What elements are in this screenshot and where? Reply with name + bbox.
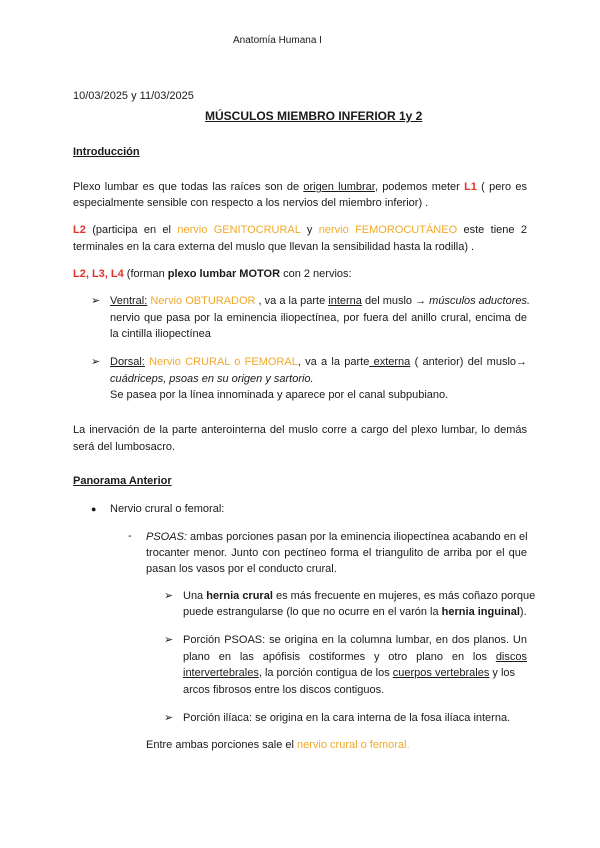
dorsal-line-2: cuádriceps, psoas en su origen y sartorio.	[110, 373, 314, 385]
origin-term: origen lumbrar	[303, 181, 375, 193]
intro-paragraph-1-line2: especialmente sensible con respecto a los nervios del miembro inferior) .	[73, 197, 429, 209]
dorsal-line-3: Se pasea por la línea innominada y aparece por el canal subpubiano.	[110, 389, 449, 401]
lecture-date: 10/03/2025 y 11/03/2025	[73, 90, 194, 102]
level-l2: L2	[73, 224, 86, 236]
nerve-obturador: Nervio OBTURADOR	[147, 295, 256, 307]
arrow-icon: →	[516, 356, 528, 368]
level-l1: L1	[464, 181, 477, 193]
dorsal-line-1: Dorsal: Nervio CRURAL o FEMORAL, va a la parte externa ( anterior) del muslo→	[110, 356, 528, 368]
psoas-line-1: PSOAS: ambas porciones pasan por la eminencia iliopectínea acabando en el	[146, 531, 528, 543]
nerve-crural: Nervio CRURAL o FEMORAL	[144, 356, 298, 368]
levels-l2-l4: L2, L3, L4	[73, 268, 124, 280]
closing-line: Entre ambas porciones sale el nervio crural o femoral.	[146, 739, 410, 751]
hernia-bullet-icon: ➢	[164, 590, 174, 602]
dash-bullet-icon: -	[128, 530, 132, 542]
iliac-portion-line: Porción ilíaca: se origina en la cara interna de la fosa ilíaca interna.	[183, 712, 511, 724]
running-header: Anatomía Humana I	[233, 35, 322, 46]
iliac-bullet-icon: ➢	[164, 712, 174, 724]
page-title: MÚSCULOS MIEMBRO INFERIOR 1y 2	[205, 109, 423, 123]
item-nervio-crural: Nervio crural o femoral:	[110, 503, 225, 515]
nerve-femorocutaneo: nervio FEMOROCUTÁNEO	[318, 224, 458, 236]
ventral-line-3: la cintilla iliopectínea	[110, 328, 211, 340]
psoas-portion-line-2: plano en las apófisis costiformes y otro plano en los discos	[183, 651, 527, 663]
intro-paragraph-2-line2: terminales en la cara externa del muslo que llevan la sensibilidad hasta la rodilla) .	[73, 241, 475, 253]
intro-paragraph-1: Plexo lumbar es que todas las raíces son de origen lumbrar, podemos meter L1 ( pero es	[73, 181, 527, 193]
nerve-genitocrural: nervio GENITOCRURAL	[177, 224, 301, 236]
arrow-icon: →	[415, 295, 427, 307]
section-heading-intro: Introducción	[73, 146, 140, 158]
hernia-line-1: Una hernia crural es más frecuente en mujeres, es más coñazo porque	[183, 590, 536, 602]
section-heading-panorama: Panorama Anterior	[73, 475, 172, 487]
psoas-portion-line-3: intervertebrales, la porción contigua de los cuerpos vertebrales y los	[183, 667, 516, 679]
round-bullet-icon: ●	[91, 504, 97, 514]
dorsal-bullet-icon: ➢	[91, 356, 101, 368]
ventral-line-1: Ventral: Nervio OBTURADOR , va a la parte interna del muslo → músculos aductores.	[110, 295, 531, 307]
psoas-line-2: trocanter menor. Junto con pectíneo forma el triangulito de arriba por el que	[146, 547, 527, 559]
ventral-line-2: nervio que pasa por la eminencia iliopectínea, por fuera del anillo crural, encima de	[110, 312, 527, 324]
psoas-portion-bullet-icon: ➢	[164, 634, 174, 646]
psoas-portion-line-4: arcos fibrosos entre los discos contiguos.	[183, 684, 385, 696]
hernia-line-2: puede estrangularse (lo que no ocurre en el varón la hernia inguinal).	[183, 606, 527, 618]
intro-paragraph-2: L2 (participa en el nervio GENITOCRURAL y nervio FEMOROCUTÁNEO este tiene 2	[73, 224, 527, 236]
nerve-crural-femoral: nervio crural o femoral.	[297, 739, 410, 751]
ventral-bullet-icon: ➢	[91, 295, 101, 307]
intro-paragraph-4: La inervación de la parte anterointerna del muslo corre a cargo del plexo lumbar, lo demás	[73, 424, 527, 436]
intro-paragraph-4-line2: será del lumbosacro.	[73, 441, 176, 453]
psoas-portion-line-1: Porción PSOAS: se origina en la columna lumbar, en dos planos. Un	[183, 634, 527, 646]
psoas-line-3: pasan los vasos por el conducto crural.	[146, 563, 337, 575]
intro-paragraph-3: L2, L3, L4 (forman plexo lumbar MOTOR con 2 nervios:	[73, 268, 352, 280]
